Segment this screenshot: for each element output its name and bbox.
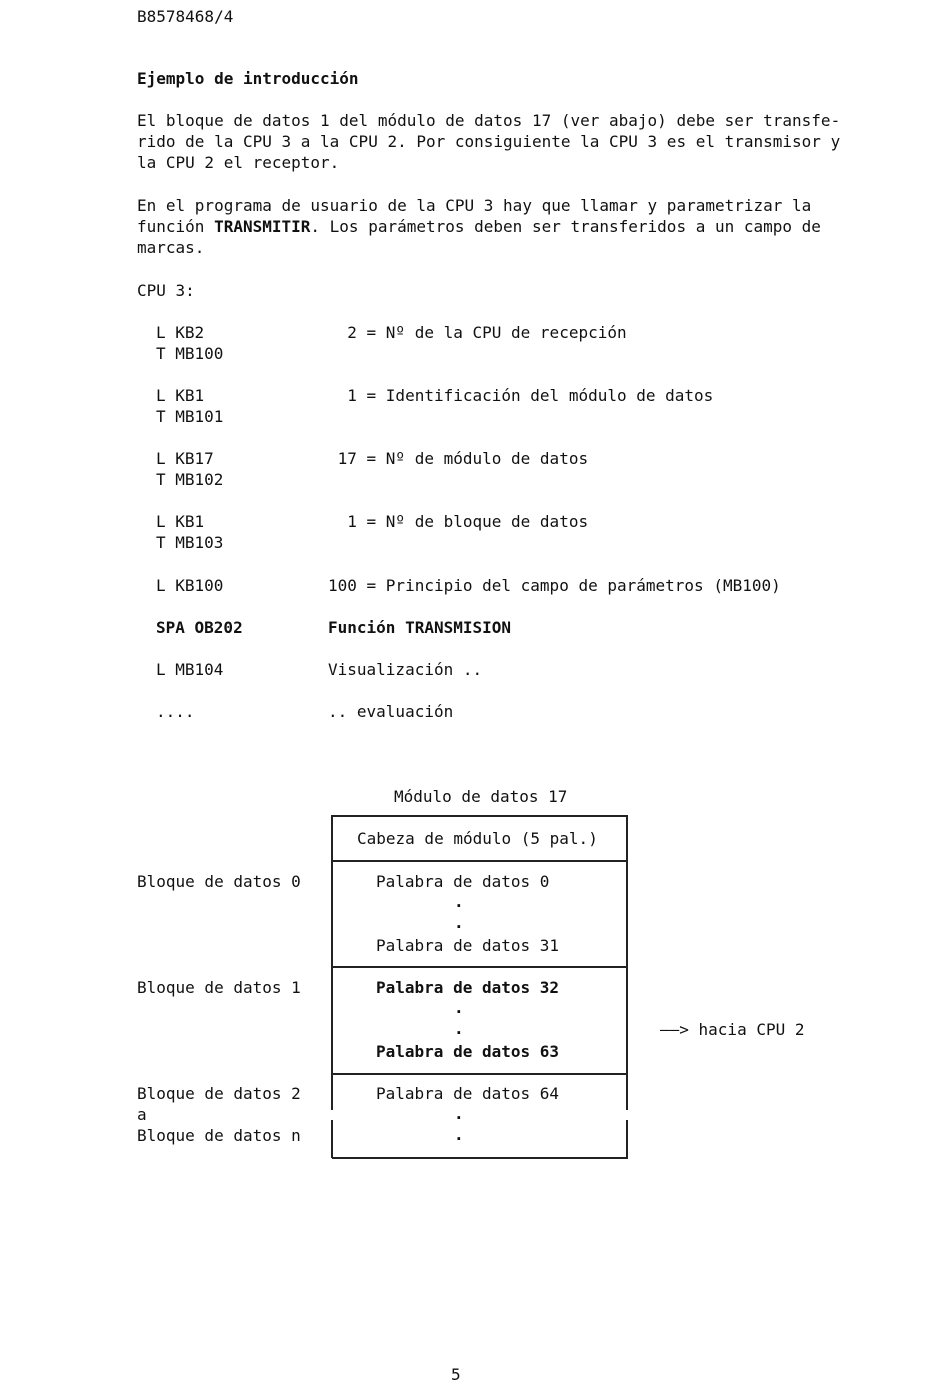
block-2-first-word: Palabra de datos 64: [376, 1084, 560, 1103]
code-line: T MB102: [156, 470, 224, 489]
code-line: ....: [156, 702, 195, 721]
code-comment: .. evaluación: [328, 702, 454, 721]
block-n-label: Bloque de datos n: [137, 1126, 301, 1145]
code-comment: 17 = Nº de módulo de datos: [328, 449, 589, 468]
ellipsis-dot: .: [454, 998, 464, 1017]
code-line: L KB1: [156, 386, 205, 405]
ellipsis-dot: .: [454, 1125, 464, 1144]
paragraph-2-line-1: En el programa de usuario de la CPU 3 hay que llamar y parametrizar la: [137, 196, 812, 215]
diagram-title: Módulo de datos 17: [394, 787, 568, 806]
diagram-divider: [332, 966, 628, 968]
block-0-last-word: Palabra de datos 31: [376, 936, 560, 955]
diagram-left-border-lower: [331, 1120, 333, 1158]
diagram-divider: [332, 1073, 628, 1075]
ellipsis-dot: .: [454, 1104, 464, 1123]
code-line: T MB103: [156, 533, 224, 552]
ellipsis-dot: .: [454, 913, 464, 932]
call-code-comment: Función TRANSMISION: [328, 618, 512, 637]
transfer-arrow-label: ——> hacia CPU 2: [660, 1020, 805, 1039]
block-2-label: Bloque de datos 2: [137, 1084, 301, 1103]
diagram-bottom-border: [332, 1157, 628, 1159]
diagram-right-border-lower: [626, 1120, 628, 1158]
code-line: L KB1: [156, 512, 205, 531]
code-line: L KB17: [156, 449, 214, 468]
paragraph-2-text: función: [137, 217, 215, 236]
code-comment: Visualización ..: [328, 660, 483, 679]
paragraph-1-line-3: la CPU 2 el receptor.: [137, 153, 340, 172]
code-line: T MB100: [156, 344, 224, 363]
ellipsis-dot: .: [454, 892, 464, 911]
paragraph-1-line-2: rido de la CPU 3 a la CPU 2. Por consiguiente la CPU 3 es el transmisor y: [137, 132, 841, 151]
diagram-divider: [332, 860, 628, 862]
block-range-connector: a: [137, 1105, 147, 1124]
code-comment: 1 = Identificación del módulo de datos: [328, 386, 714, 405]
page-number: 5: [451, 1365, 461, 1384]
paragraph-2-text: . Los parámetros deben ser transferidos a un campo de: [310, 217, 821, 236]
cpu-label: CPU 3:: [137, 281, 195, 300]
diagram-top-border: [332, 815, 628, 817]
block-1-last-word: Palabra de datos 63: [376, 1042, 560, 1061]
paragraph-2-line-3: marcas.: [137, 238, 205, 257]
block-0-label: Bloque de datos 0: [137, 872, 301, 891]
block-0-first-word: Palabra de datos 0: [376, 872, 550, 891]
code-line: L KB2: [156, 323, 205, 342]
block-1-first-word: Palabra de datos 32: [376, 978, 560, 997]
call-code-line: SPA OB202: [156, 618, 243, 637]
code-line: L MB104: [156, 660, 224, 679]
code-line: L KB100: [156, 576, 224, 595]
function-name-transmitir: TRANSMITIR: [214, 217, 311, 236]
ellipsis-dot: .: [454, 1019, 464, 1038]
document-id: B8578468/4: [137, 7, 234, 26]
code-line: T MB101: [156, 407, 224, 426]
paragraph-2-line-2: [137, 216, 821, 237]
section-title: Ejemplo de introducción: [137, 69, 359, 88]
code-comment: 1 = Nº de bloque de datos: [328, 512, 589, 531]
module-header-cell: Cabeza de módulo (5 pal.): [357, 829, 598, 848]
code-comment: 2 = Nº de la CPU de recepción: [328, 323, 627, 342]
paragraph-1-line-1: El bloque de datos 1 del módulo de datos 17 (ver abajo) debe ser transfe-: [137, 111, 841, 130]
block-1-label: Bloque de datos 1: [137, 978, 301, 997]
code-comment: 100 = Principio del campo de parámetros (MB100): [328, 576, 781, 595]
